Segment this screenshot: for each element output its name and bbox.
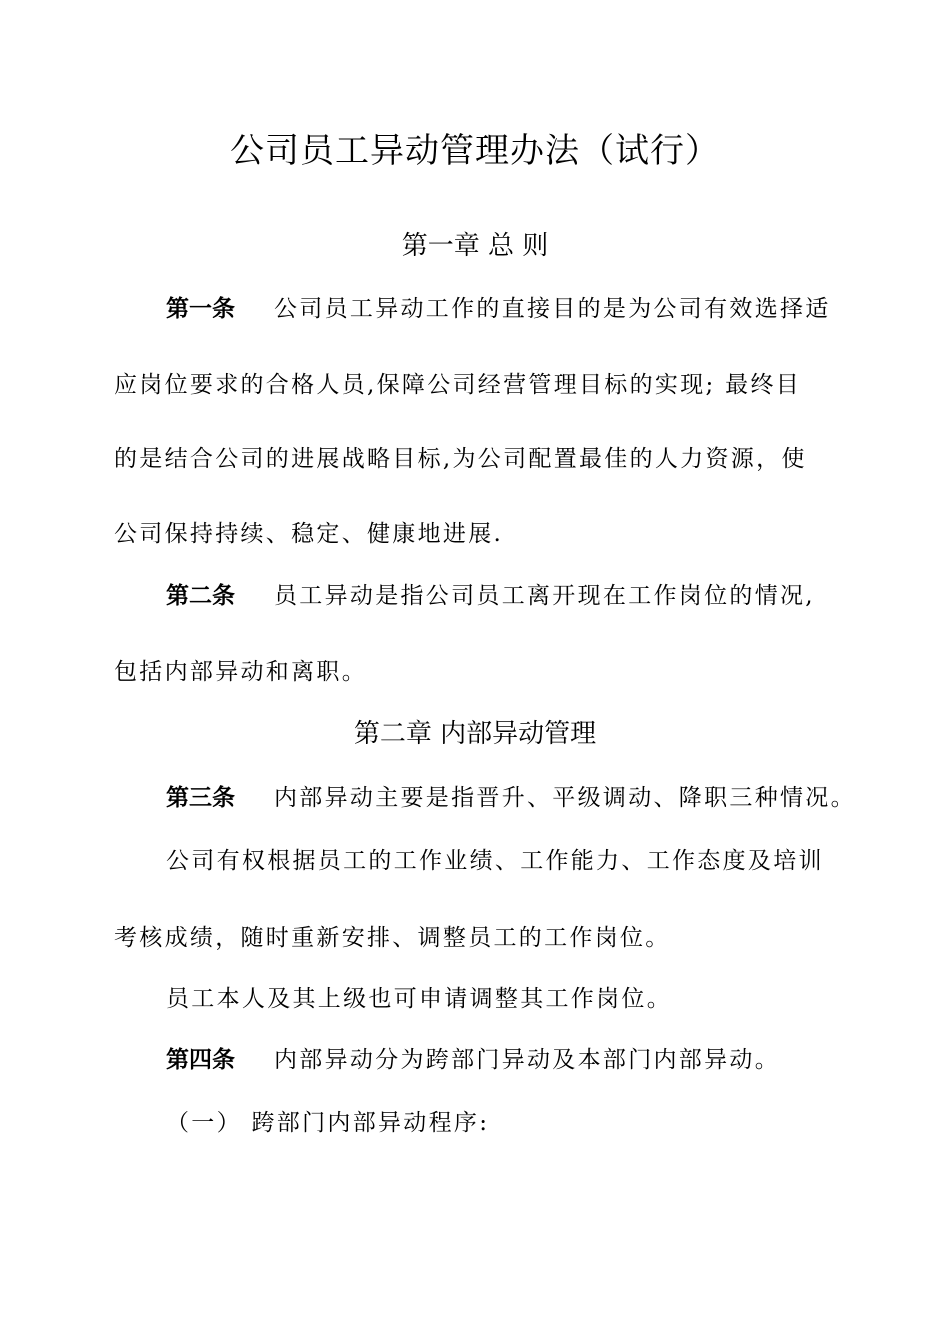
article-2-text-1: 员工异动是指公司员工离开现在工作岗位的情况,: [274, 583, 815, 609]
article-3-text-1: 内部异动主要是指晋升、平级调动、降职三种情况。: [274, 785, 856, 811]
article-3-label: 第三条: [166, 785, 235, 811]
article-1-line-1: [166, 293, 831, 325]
chapter-heading-1: 第一章 总 则: [401, 231, 549, 261]
article-2-label: 第二条: [166, 583, 235, 609]
article-3-line-3: 考核成绩，随时重新安排、调整员工的工作岗位。: [114, 925, 671, 951]
article-1-line-2: 应岗位要求的合格人员,保障公司经营管理目标的实现; 最终目: [114, 372, 802, 398]
article-3-line-4: 员工本人及其上级也可申请调整其工作岗位。: [166, 986, 672, 1012]
article-3-line-2: 公司有权根据员工的工作业绩、工作能力、工作态度及培训: [166, 848, 824, 874]
article-1-label: 第一条: [166, 296, 235, 322]
article-2-line-1: [166, 580, 815, 612]
chapter-heading-2: 第二章 内部异动管理: [353, 719, 597, 749]
article-2-line-2: 包括内部异动和离职。: [114, 659, 367, 685]
article-4-label: 第四条: [166, 1047, 235, 1073]
article-1-line-4: 公司保持持续、稳定、健康地进展.: [114, 521, 504, 547]
document-title: 公司员工异动管理办法（试行）: [230, 131, 720, 171]
article-3-line-1: [166, 782, 856, 814]
article-1-line-3: 的是结合公司的进展战略目标,为公司配置最佳的人力资源，使: [114, 446, 807, 472]
article-1-text-1: 公司员工异动工作的直接目的是为公司有效选择适: [274, 296, 831, 322]
article-4-text-1: 内部异动分为跨部门异动及本部门内部异动。: [274, 1047, 780, 1073]
article-4-line-2: （一） 跨部门内部异动程序:: [166, 1110, 490, 1136]
article-4-line-1: [166, 1044, 780, 1076]
